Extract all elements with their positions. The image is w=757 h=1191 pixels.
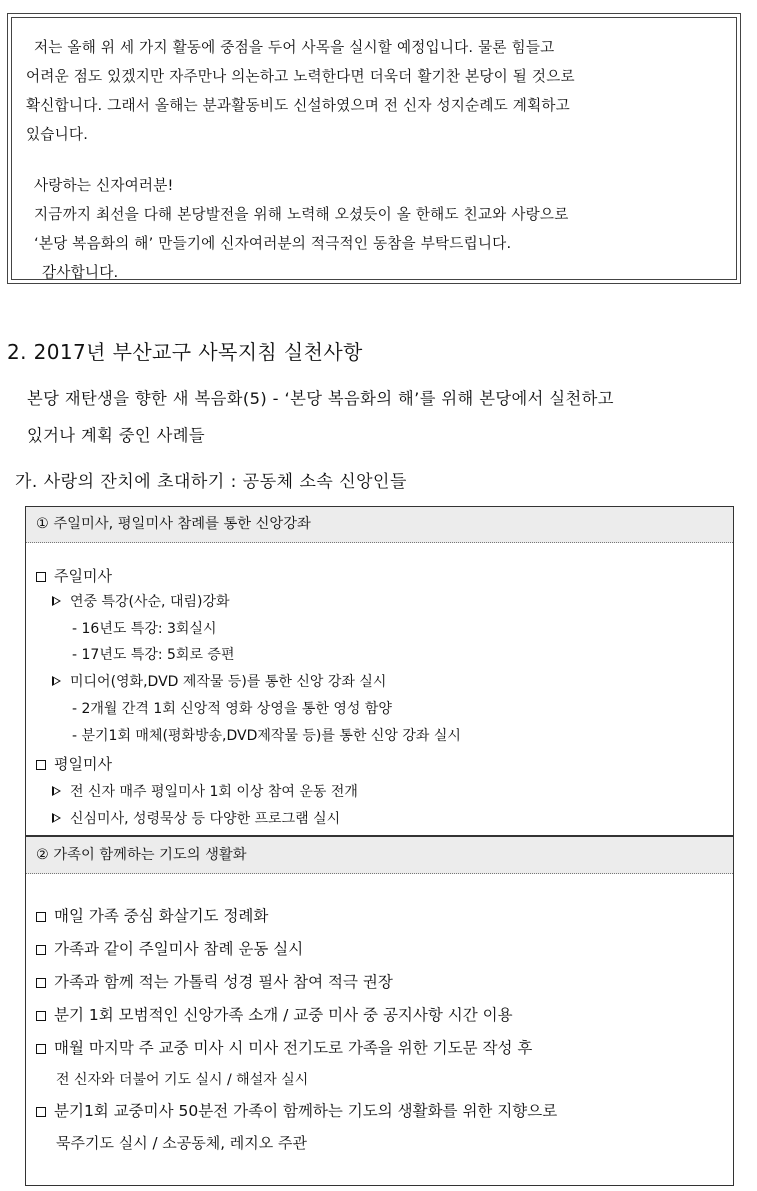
checkbox-square-icon xyxy=(36,1044,46,1054)
letter-inner xyxy=(11,17,737,280)
item-continuation: 전 신자와 더불어 기도 실시 / 해설자 실시 xyxy=(56,1072,309,1088)
checkbox-square-icon xyxy=(36,978,46,988)
category-weekday-mass xyxy=(26,750,733,779)
subheading: 가. 사랑의 잔치에 초대하기 : 공동체 소속 신앙인들 xyxy=(15,472,407,492)
item-title: 연중 특강(사순, 대림)강화 xyxy=(70,594,230,610)
practice-box-2 xyxy=(25,836,734,1186)
category-label: 평일미사 xyxy=(54,755,112,773)
item-title: 신심미사, 성령묵상 등 다양한 프로그램 실시 xyxy=(70,811,341,827)
intro-paragraph xyxy=(27,380,614,454)
checkbox-square-icon xyxy=(36,760,46,770)
item-text: 매일 가족 중심 화살기도 정례화 xyxy=(54,907,269,925)
letter-box xyxy=(7,13,741,284)
practice-box-1 xyxy=(25,506,734,836)
letter-line: ‘본당 복음화의 해’ 만들기에 신자여러분의 적극적인 동참을 부탁드립니다. xyxy=(34,235,512,252)
checkbox-square-icon xyxy=(36,912,46,922)
list-item xyxy=(26,589,733,616)
sub-item: - 17년도 특강: 5회로 증편 xyxy=(72,647,235,663)
letter-line: 있습니다. xyxy=(26,126,89,143)
letter-thanks: 감사합니다. xyxy=(42,264,119,281)
item-text: 매월 마지막 주 교중 미사 시 미사 전기도로 가족을 위한 기도문 작성 후 xyxy=(54,1039,533,1057)
list-item xyxy=(26,779,733,806)
checkbox-square-icon xyxy=(36,1011,46,1021)
checkbox-square-icon xyxy=(36,945,46,955)
triangle-bullet-icon xyxy=(52,676,61,686)
sub-item: - 16년도 특강: 3회실시 xyxy=(72,621,217,637)
box-header: ① 주일미사, 평일미사 참례를 통한 신앙강좌 xyxy=(26,507,733,543)
list-item xyxy=(26,966,733,999)
intro-line: 본당 재탄생을 향한 새 복음화(5) - ‘본당 복음화의 해’를 위해 본당에서 실천하고 xyxy=(27,389,614,408)
item-text: 가족과 함께 적는 가톨릭 성경 필사 참여 적극 권장 xyxy=(54,973,393,991)
list-item xyxy=(26,933,733,966)
triangle-bullet-icon xyxy=(52,596,61,606)
category-sunday-mass xyxy=(26,563,733,589)
item-text: 분기1회 교중미사 50분전 가족이 함께하는 기도의 생활화를 위한 지향으로 xyxy=(54,1102,558,1120)
category-label: 주일미사 xyxy=(54,567,112,585)
spacer xyxy=(26,149,722,171)
checkbox-square-icon xyxy=(36,1107,46,1117)
list-item xyxy=(26,1095,733,1128)
item-text: 분기 1회 모범적인 신앙가족 소개 / 교중 미사 중 공지사항 시간 이용 xyxy=(54,1006,513,1024)
list-item xyxy=(26,668,733,696)
sub-item: - 2개월 간격 1회 신앙적 영화 상영을 통한 영성 함양 xyxy=(72,701,392,717)
letter-line: 어려운 점도 있겠지만 자주만나 의논하고 노력한다면 더욱더 활기찬 본당이 될 것으로 xyxy=(26,68,575,85)
list-item xyxy=(26,806,733,833)
item-continuation: 묵주기도 실시 / 소공동체, 레지오 주관 xyxy=(56,1134,308,1152)
item-text: 가족과 같이 주일미사 참례 운동 실시 xyxy=(54,940,304,958)
letter-line: 저는 올해 위 세 가지 활동에 중점을 두어 사목을 실시할 예정입니다. 물론 힘들고 xyxy=(34,39,555,56)
list-item xyxy=(26,999,733,1032)
letter-greeting: 사랑하는 신자여러분! xyxy=(34,177,174,194)
letter-line: 확신합니다. 그래서 올해는 분과활동비도 신설하였으며 전 신자 성지순례도 계획하고 xyxy=(26,97,570,114)
triangle-bullet-icon xyxy=(52,813,61,823)
sub-item: - 분기1회 매체(평화방송,DVD제작물 등)를 통한 신앙 강좌 실시 xyxy=(72,728,461,744)
letter-line: 지금까지 최선을 다해 본당발전을 위해 노력해 오셨듯이 올 한해도 친교와 사랑으로 xyxy=(34,206,569,223)
item-title: 미디어(영화,DVD 제작물 등)를 통한 신앙 강좌 실시 xyxy=(70,674,387,690)
list-item xyxy=(26,1032,733,1065)
list-item xyxy=(26,900,733,933)
box-header: ② 가족이 함께하는 기도의 생활화 xyxy=(26,836,733,874)
spacer xyxy=(26,874,733,900)
item-title: 전 신자 매주 평일미사 1회 이상 참여 운동 전개 xyxy=(70,784,358,800)
checkbox-square-icon xyxy=(36,572,46,582)
section-title: 2. 2017년 부산교구 사목지침 실천사항 xyxy=(7,340,363,364)
triangle-bullet-icon xyxy=(52,786,61,796)
intro-line: 있거나 계획 중인 사례들 xyxy=(27,426,206,445)
